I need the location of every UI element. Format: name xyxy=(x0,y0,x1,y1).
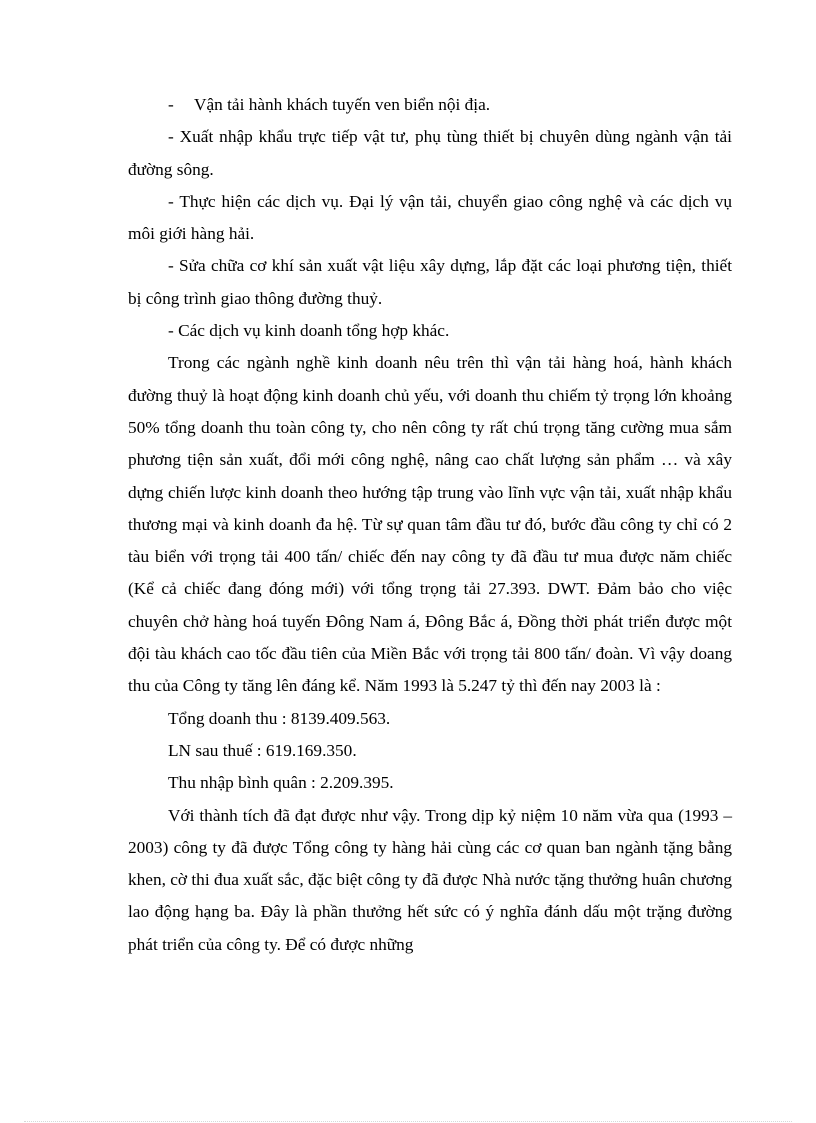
total-revenue-line: Tổng doanh thu : 8139.409.563. xyxy=(168,708,391,728)
document-body xyxy=(128,89,732,961)
paragraph-achievements: Với thành tích đã đạt được như vậy. Trong dịp kỷ niệm 10 năm vừa qua (1993 – 2003) công ty đã được Tổng công ty hàng hải cùng các cơ quan ban ngành tặng bằng khen, cờ thi đua xuất sắc, đặc biệt công ty đã được Nhà nước tặng thưởng huân chương lao động hạng ba. Đây là phần thưởng hết sức có ý nghĩa đánh dấu một trặng đường phát triển của công ty. Để có được những xyxy=(128,805,732,954)
bullet-paragraph xyxy=(128,89,732,121)
paragraph-export-import: - Xuất nhập khẩu trực tiếp vật tư, phụ tùng thiết bị chuyên dùng ngành vận tải đường sông. xyxy=(128,127,732,179)
profit-after-tax-line: LN sau thuế : 619.169.350. xyxy=(168,740,357,760)
paragraph-services: - Thực hiện các dịch vụ. Đại lý vận tải, chuyển giao công nghệ và các dịch vụ môi giới hàng hải. xyxy=(128,191,732,244)
paragraph-repair: - Sửa chữa cơ khí sản xuất vật liệu xây dựng, lắp đặt các loại phương tiện, thiết bị công trình giao thông đường thuỷ. xyxy=(128,256,732,308)
paragraph-other-services: - Các dịch vụ kinh doanh tổng hợp khác. xyxy=(168,321,450,341)
average-income-line: Thu nhập bình quân : 2.209.395. xyxy=(168,773,394,793)
page-bottom-divider xyxy=(24,1121,792,1122)
bullet-dash: - xyxy=(168,95,174,114)
bullet-text: Vận tải hành khách tuyến ven biển nội địa. xyxy=(194,95,491,114)
paragraph-business-overview: Trong các ngành nghề kinh doanh nêu trên thì vận tải hàng hoá, hành khách đường thuỷ là hoạt động kinh doanh chủ yếu, với doanh thu chiếm tỷ trọng lớn khoảng 50% tổng doanh thu toàn công ty, cho nên công ty rất chú trọng tăng cường mua sắm phương tiện sản xuất, đổi mới công nghệ, nâng cao chất lượng sản phẩm … và xây dựng chiến lược kinh doanh theo hướng tập trung vào lĩnh vực vận tải, xuất nhập khẩu thương mại và kinh doanh đa hệ. Từ sự quan tâm đầu tư đó, bước đầu công ty chỉ có 2 tàu biển với trọng tải 400 tấn/ chiếc đến nay công ty đã đầu tư mua được năm chiếc (Kể cả chiếc đang đóng mới) với tổng trọng tải 27.393. DWT. Đảm bảo cho việc chuyên chở hàng hoá tuyến Đông Nam á, Đông Bắc á, Đồng thời phát triển được một đội tàu khách cao tốc đầu tiên của Miền Bắc với trọng tải 800 tấn/ đoàn. Vì vậy doang thu của Công ty tăng lên đáng kể. Năm 1993 là 5.247 tỷ thì đến nay 2003 là : xyxy=(128,353,732,696)
